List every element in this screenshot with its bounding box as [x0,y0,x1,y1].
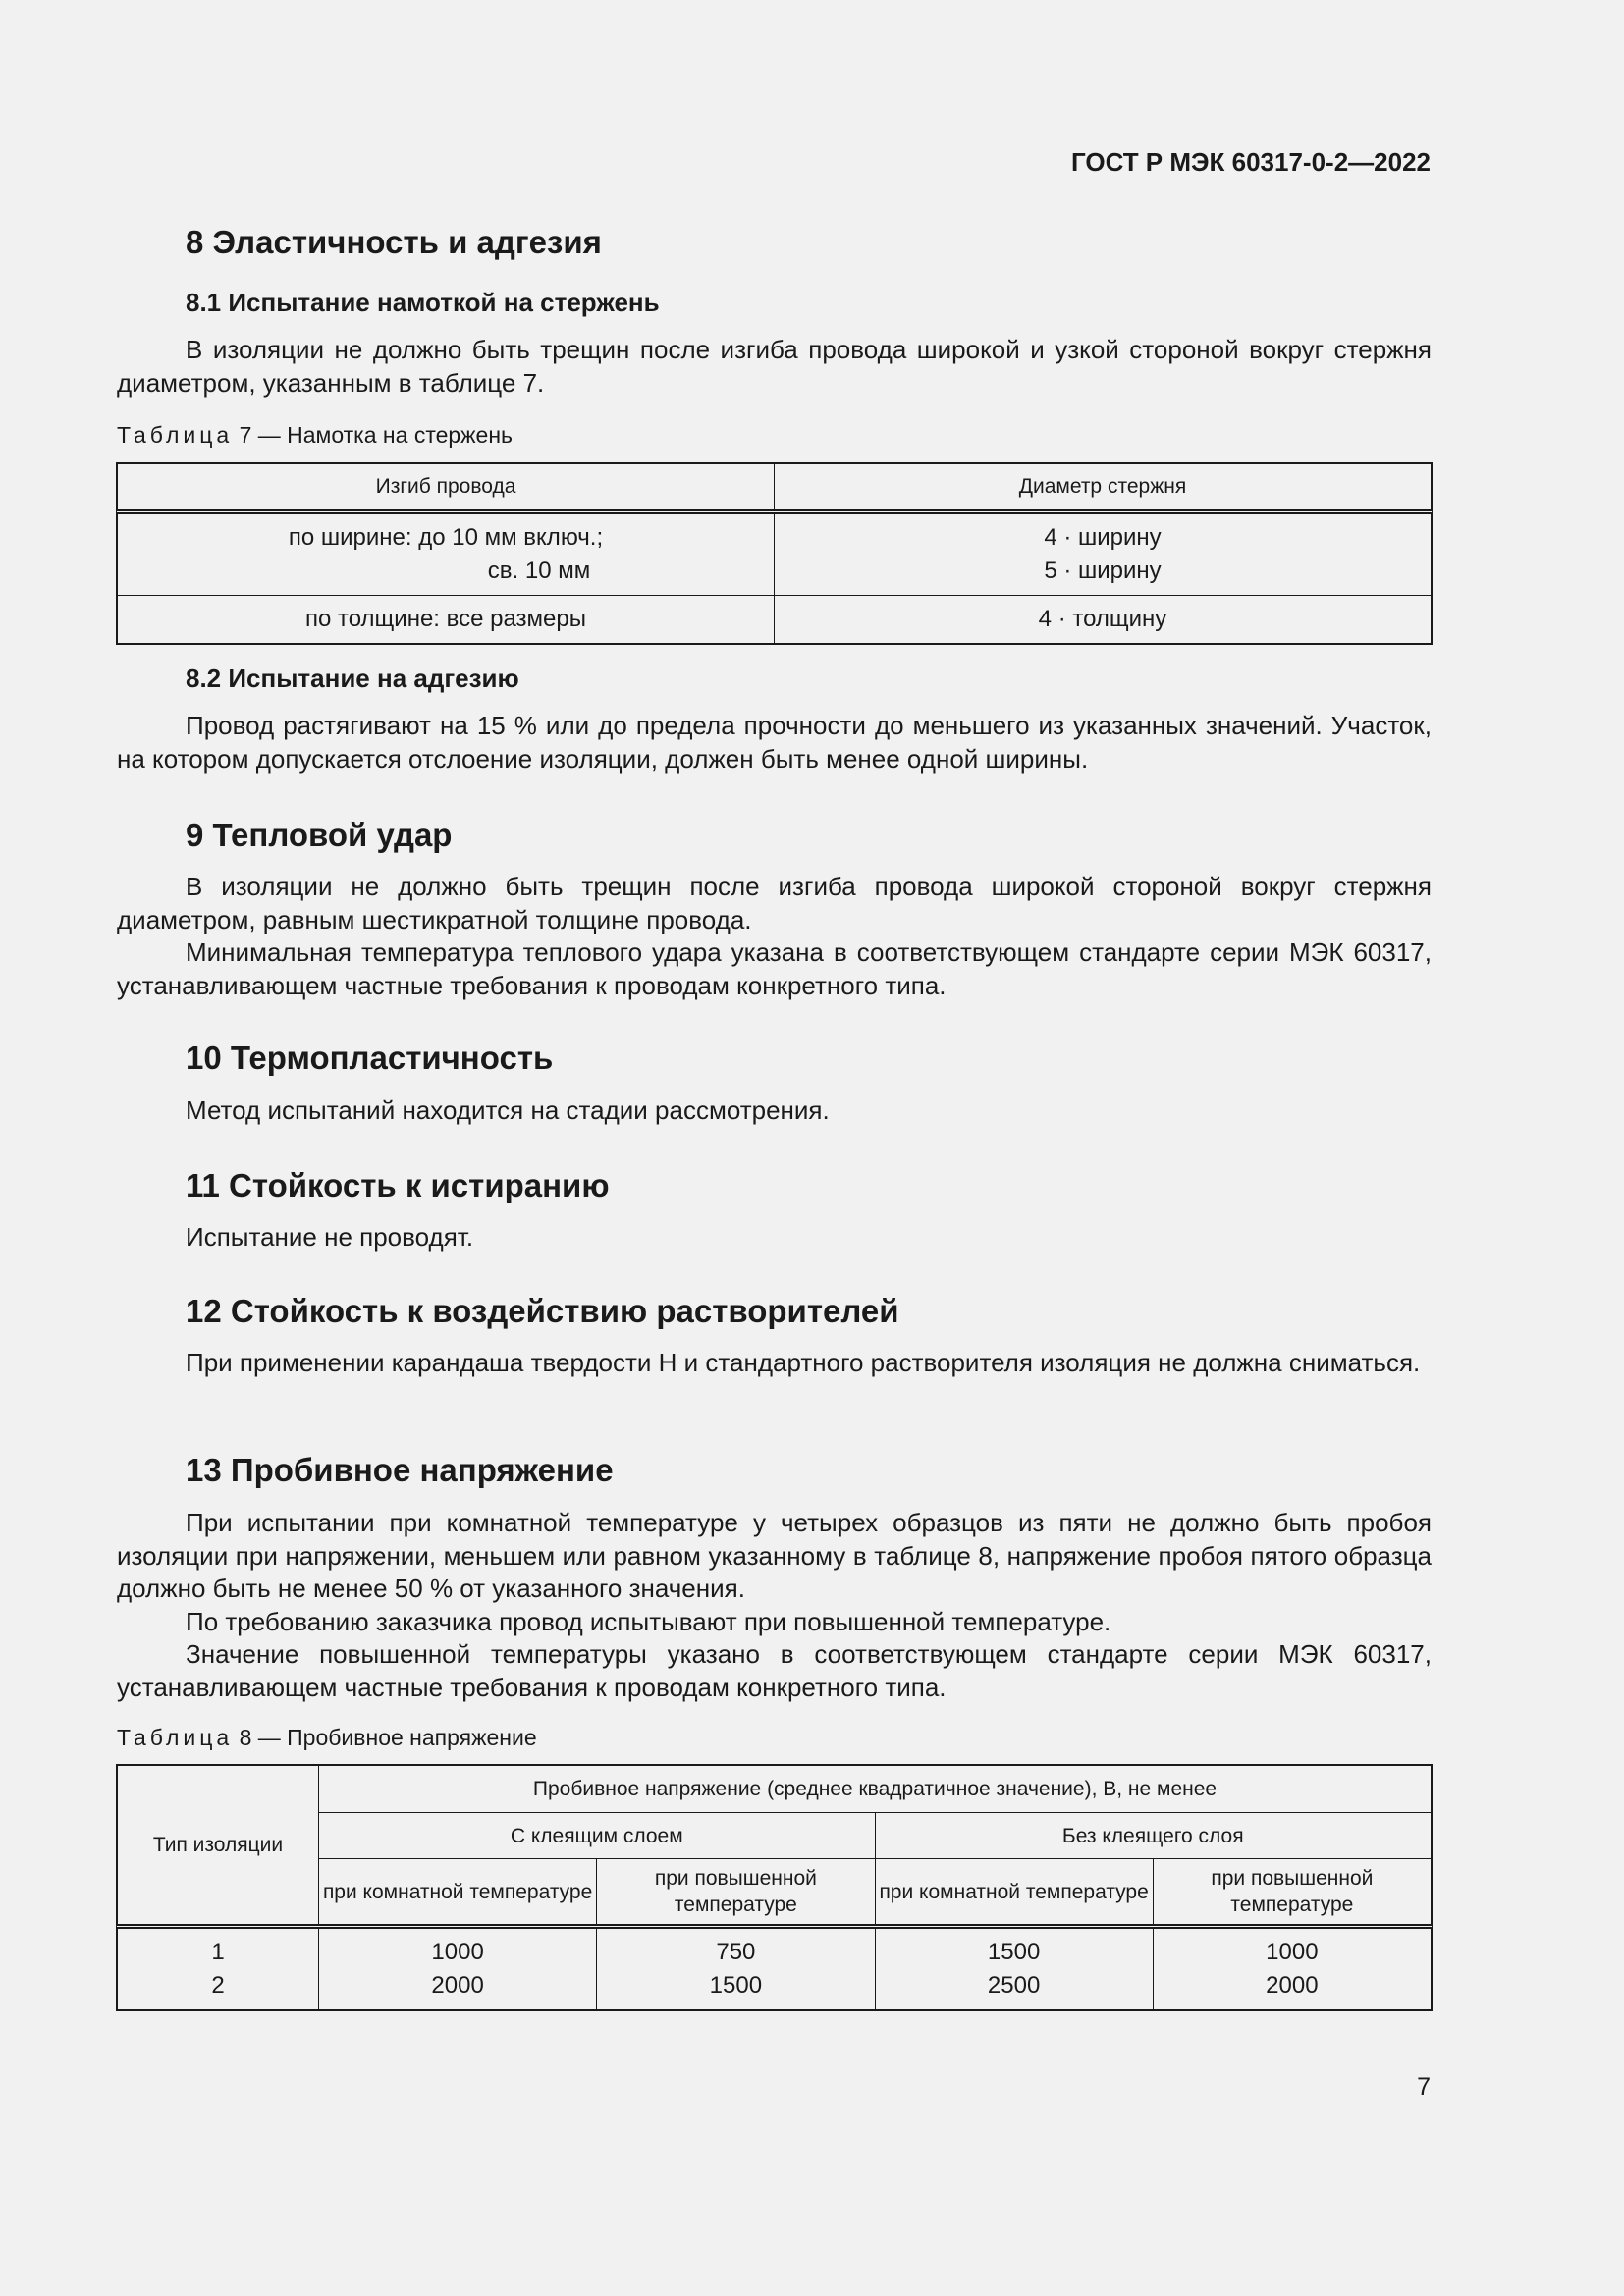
section-8-2-text: Провод растягивают на 15 % или до предела прочности до меньшего из указанных значений. Участок, на котором допускается отслоение изоляции, должен быть менее одной ширины. [117,711,1432,774]
table-cell: 1500 2500 [875,1927,1153,2010]
table-row [118,596,1432,644]
section-9-title: 9 Тепловой удар [186,817,453,853]
table-7-header-diameter: Диаметр стержня [775,464,1432,512]
table-7 [117,463,1432,644]
section-12-text: При применении карандаша твердости Н и стандартного растворителя изоляция не должна сниматься. [186,1348,1421,1377]
table-8-header-without-adhesive: Без клеящего слоя [875,1813,1432,1859]
page-number: 7 [1417,2073,1431,2101]
section-10-title: 10 Термопластичность [186,1040,554,1076]
table-cell: по ширине: до 10 мм включ.; св. 10 мм [118,512,775,596]
table-7-header-bend: Изгиб провода [118,464,775,512]
table-cell: 4 · толщину [775,596,1432,644]
table-8-caption: Таблица 8 — Пробивное напряжение [117,1725,537,1750]
section-8-1-title: 8.1 Испытание намоткой на стержень [186,288,660,317]
table-cell: 1000 2000 [319,1927,597,2010]
section-13-text: При испытании при комнатной температуре у четырех образцов из пяти не должно быть пробоя изоляции при напряжении, меньшем или равном указанному в таблице 8, напряжение пробоя пятого образца должно быть не менее 50 % от указанного значения. По требованию заказчика провод испытывают при повышенной температуре. Значение повышенной температуры указано в соответствующем стандарте серии МЭК 60317, устанавливающем частные требования к проводам конкретного типа. [117,1508,1432,1702]
section-10-text: Метод испытаний находится на стадии рассмотрения. [186,1095,830,1125]
section-8-title: 8 Эластичность и адгезия [186,224,602,260]
table-8-header-type: Тип изоляции [118,1766,319,1927]
table-cell: 4 · ширину 5 · ширину [775,512,1432,596]
section-9-text: В изоляции не должно быть трещин после изгиба провода широкой стороной вокруг стержня диаметром, равным шестикратной толщине провода. Минимальная температура теплового удара указана в соответствующем стандарте серии МЭК 60317, устанавливающем частные требования к проводам конкретного типа. [117,872,1432,1000]
table-8-header-high-temp: при повышенной температуре [1153,1859,1431,1927]
section-12-title: 12 Стойкость к воздействию растворителей [186,1293,899,1329]
table-8-header-room-temp: при комнатной температуре [875,1859,1153,1927]
table-row [118,1927,1432,2010]
section-8-2-title: 8.2 Испытание на адгезию [186,664,519,693]
table-8-header-with-adhesive: С клеящим слоем [319,1813,876,1859]
table-cell: 1 2 [118,1927,319,2010]
table-8-header-high-temp: при повышенной температуре [597,1859,875,1927]
table-cell: 750 1500 [597,1927,875,2010]
table-7-caption: Таблица 7 — Намотка на стержень [117,422,514,448]
section-8-1-text: В изоляции не должно быть трещин после изгиба провода широкой и узкой стороной вокруг стержня диаметром, указанным в таблице 7. [117,335,1432,398]
section-13-title: 13 Пробивное напряжение [186,1452,614,1488]
table-8 [117,1765,1432,2010]
table-cell: 1000 2000 [1153,1927,1431,2010]
table-row [118,512,1432,596]
document-header: ГОСТ Р МЭК 60317-0-2—2022 [1070,147,1431,177]
table-cell: по толщине: все размеры [118,596,775,644]
section-11-text: Испытание не проводят. [186,1222,474,1252]
table-8-header-voltage: Пробивное напряжение (среднее квадратичное значение), В, не менее [319,1766,1432,1813]
table-8-header-room-temp: при комнатной температуре [319,1859,597,1927]
section-11-title: 11 Стойкость к истиранию [186,1167,610,1203]
